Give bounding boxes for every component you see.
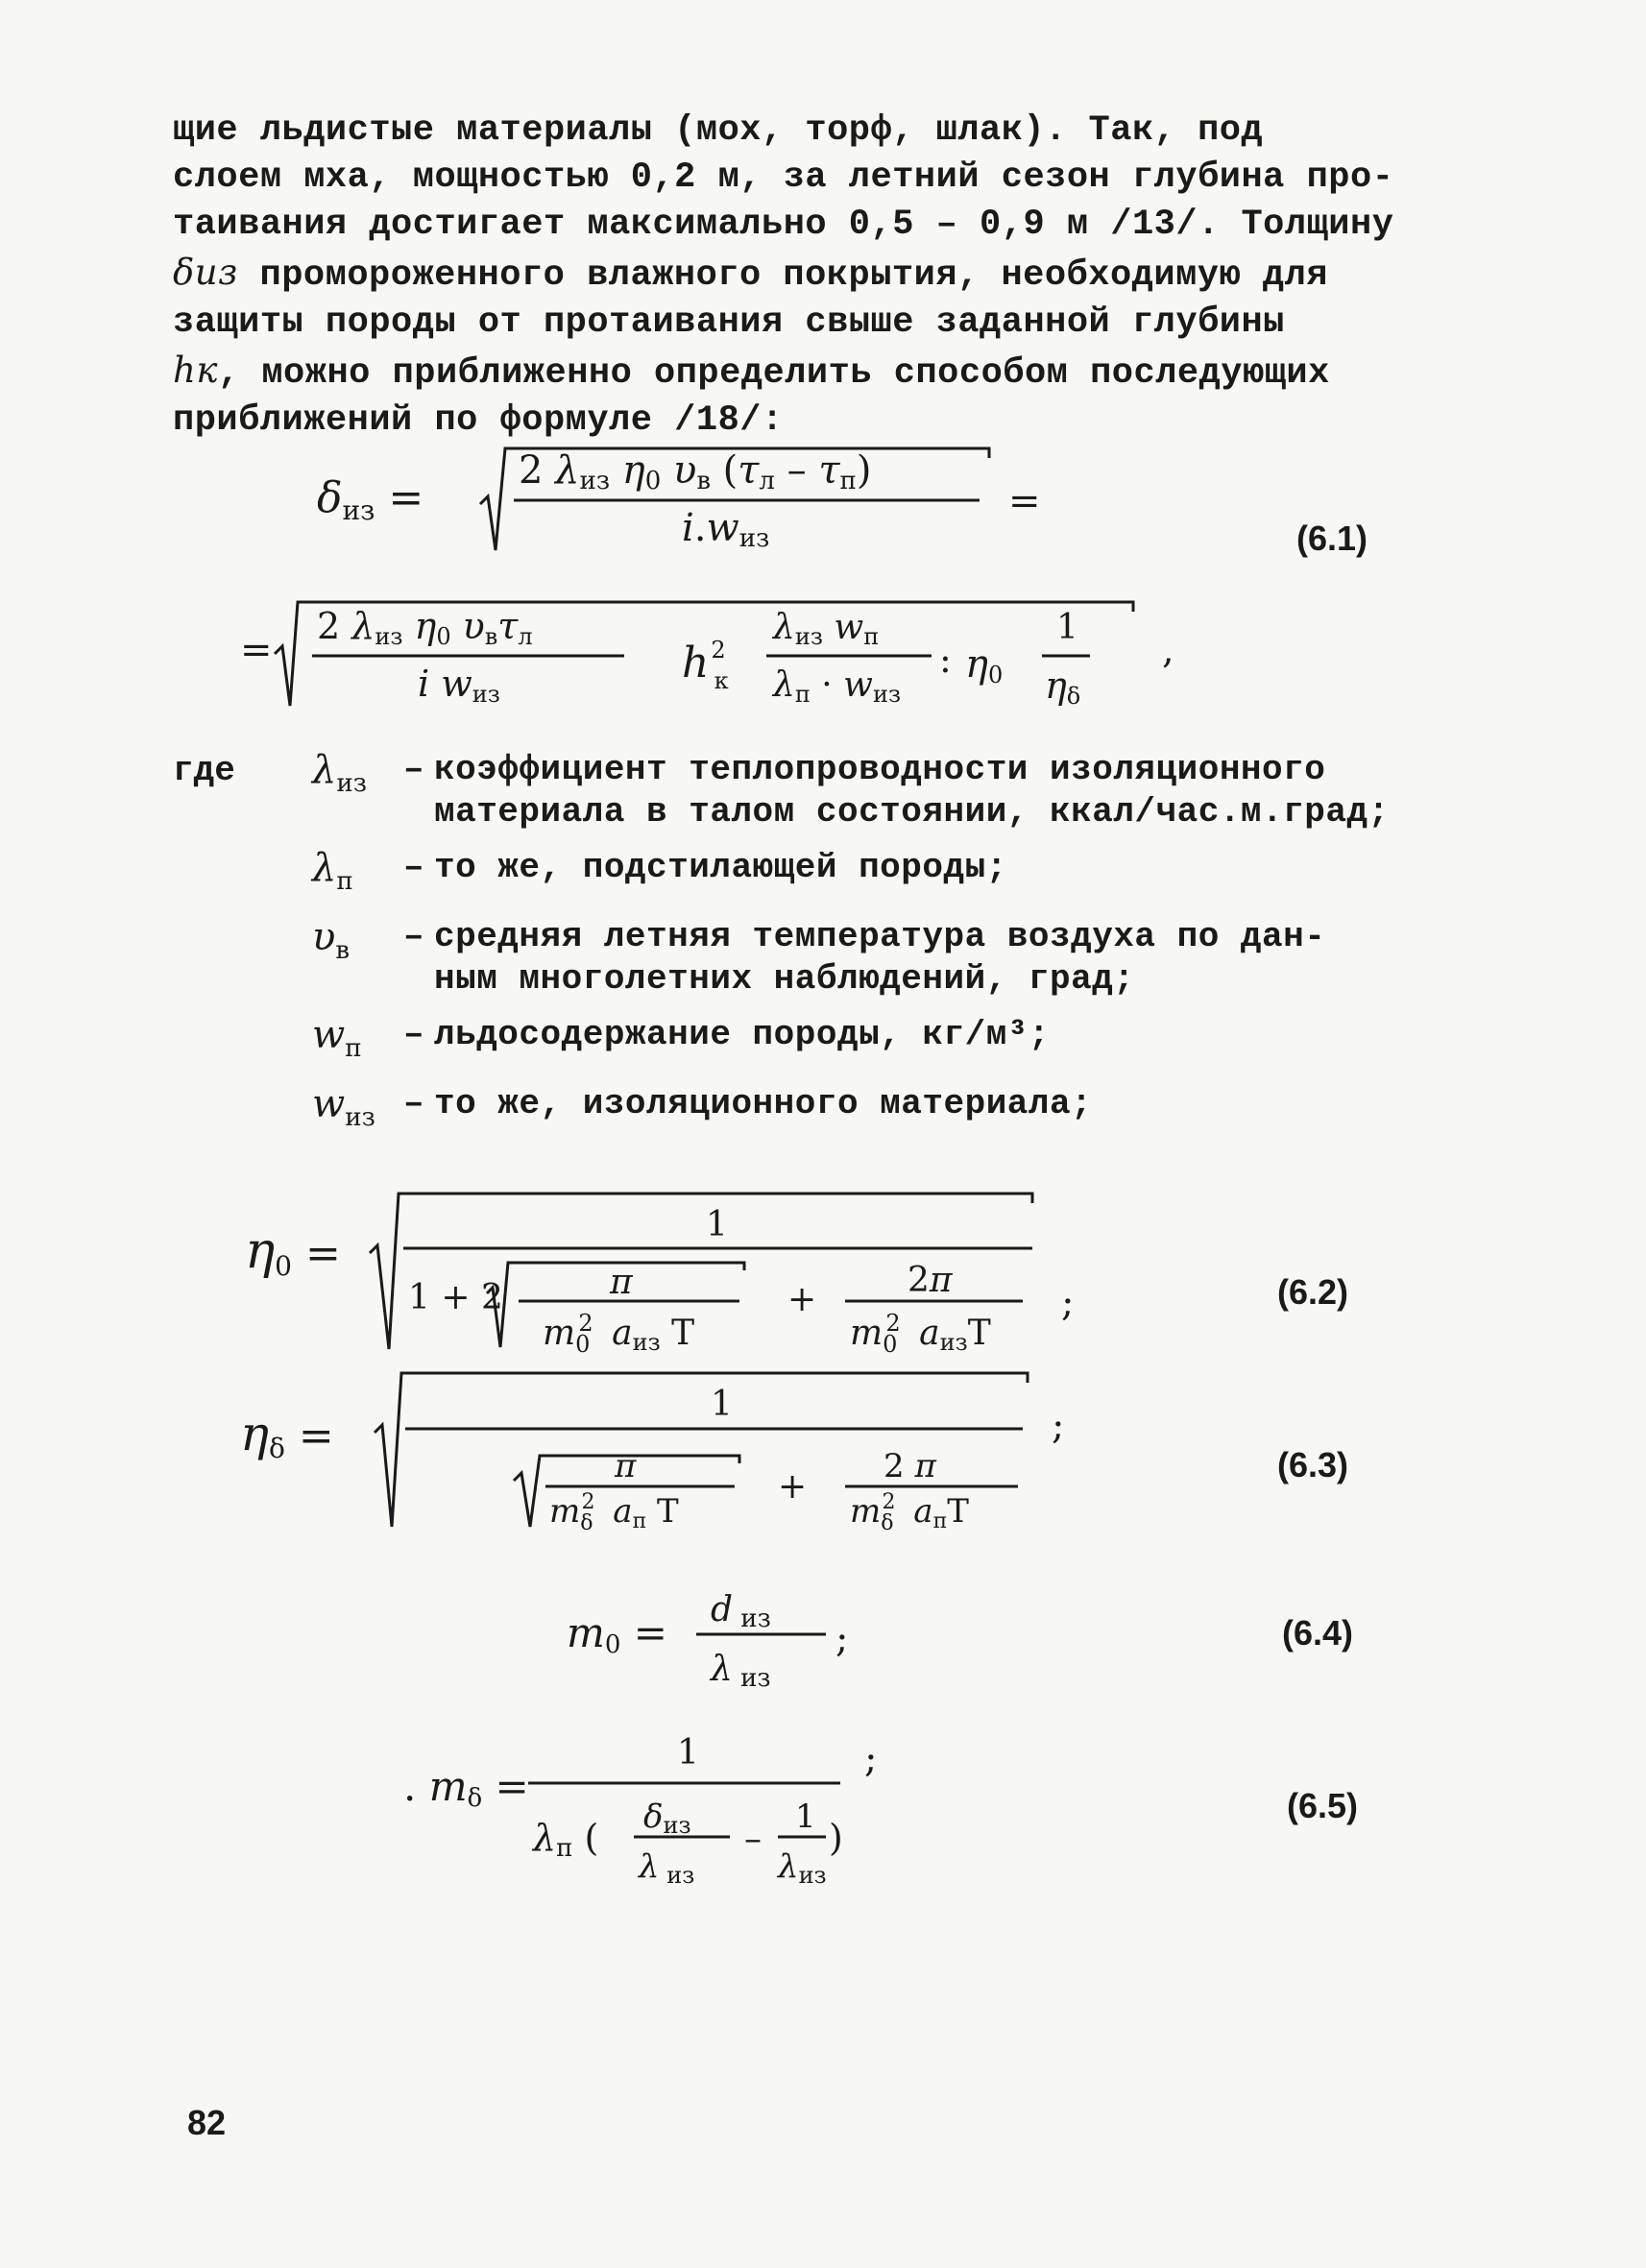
definition-item: $\lambda_{из}$ – коэффициент теплопроводности изоляционного материала в талом состоянии, ккал/час.м.град; <box>312 749 1513 833</box>
equation-number: (6.4) <box>1282 1613 1354 1653</box>
svg-text::: : <box>939 639 952 681</box>
svg-text:1: 1 <box>1056 608 1078 647</box>
svg-text:π: π <box>615 1447 637 1485</box>
text-line: hк, можно приближенно определить способом последующих <box>173 350 1330 394</box>
svg-text:;: ; <box>1061 1281 1075 1325</box>
svg-text:mδ2 aп T: $m_\delta 2$ aп T <box>549 1490 679 1535</box>
svg-text:m02 aиз T: $m_02$ aиз T <box>543 1310 695 1358</box>
svg-text:–: – <box>744 1820 762 1859</box>
definitions-list <box>312 749 1513 1152</box>
text-line: таивания достигает максимально 0,5 – 0,9 м /13/. Толщину <box>173 205 1394 245</box>
svg-text:h2к: $h^2$ к <box>682 637 729 694</box>
svg-text:;: ; <box>864 1737 878 1781</box>
svg-text:ηδ =: ηδ = <box>240 1406 334 1464</box>
definition-text: средняя летняя температура воздуха по дан- ным многолетних наблюдений, град; <box>434 917 1326 999</box>
definition-symbol: $w_п$ <box>312 1013 362 1063</box>
svg-text:δиз =: δиз = <box>317 473 424 526</box>
equation-6-4 <box>567 1575 951 1709</box>
svg-text:=: = <box>1008 479 1041 523</box>
svg-text:2π: 2π <box>908 1261 953 1300</box>
svg-text:2 π: 2 π <box>884 1447 936 1485</box>
svg-text:+: + <box>778 1467 808 1507</box>
text-line: слоем мха, мощностью 0,2 м, за летний сезон глубина про- <box>173 157 1394 198</box>
svg-text:η0: η0 <box>965 642 1004 688</box>
svg-text:1: 1 <box>711 1385 733 1424</box>
svg-text:π: π <box>610 1263 633 1302</box>
page-number: 82 <box>187 2103 227 2142</box>
definition-item: $w_{из}$ – то же, изоляционного материала; <box>312 1083 1513 1139</box>
where-label: где <box>173 751 235 790</box>
svg-text:1 + 2: 1 + 2 <box>408 1278 503 1317</box>
svg-text:λ из: λ из <box>639 1847 695 1889</box>
svg-text:m0 =: m0 = <box>567 1609 667 1659</box>
equation-number: (6.2) <box>1277 1272 1349 1312</box>
definition-text: то же, подстилающей породы; <box>434 848 1007 887</box>
definition-text: то же, изоляционного материала; <box>434 1084 1093 1123</box>
svg-text:m02 aизT: $m_02$ aизT <box>850 1310 991 1358</box>
equation-6-1-bottom <box>240 591 1191 715</box>
text-line: приближений по формуле /18/: <box>173 400 784 441</box>
definition-symbol: $\lambda_п$ <box>312 846 353 896</box>
svg-text:=: = <box>240 628 273 672</box>
equation-6-2 <box>245 1186 1109 1359</box>
definition-item: $\lambda_п$ – то же, подстилающей породы; <box>312 847 1513 903</box>
svg-text:d из: d из <box>711 1590 771 1633</box>
svg-text:2 λиз η0 υвτл: 2 λиз η0 υвτл <box>317 605 533 650</box>
text-line: δиз промороженного влажного покрытия, необходимую для <box>173 252 1328 296</box>
svg-text:;: ; <box>1052 1404 1065 1448</box>
svg-text:λиз: λиз <box>778 1847 827 1889</box>
svg-text:i wиз: i wиз <box>418 663 500 708</box>
definition-item: $w_п$ – льдосодержание породы, кг/м³; <box>312 1014 1513 1070</box>
definition-symbol: $\lambda_{из}$ <box>312 748 367 798</box>
definition-symbol: $\upsilon_в$ <box>312 915 350 965</box>
inline-symbol: hк <box>173 350 218 391</box>
svg-text:λ из: λ из <box>711 1650 771 1693</box>
svg-text:1: 1 <box>706 1205 728 1244</box>
svg-text:1: 1 <box>677 1733 699 1773</box>
text-line: защиты породы от протаивания свыше заданной глубины <box>173 302 1285 343</box>
text-line: щие льдистые материалы (мох, торф, шлак). Так, под <box>173 110 1264 151</box>
definition-text: льдосодержание породы, кг/м³; <box>434 1015 1051 1054</box>
svg-text:+: + <box>787 1280 817 1319</box>
svg-text:λп · wиз: λп · wиз <box>773 665 902 708</box>
equation-number: (6.3) <box>1277 1445 1349 1484</box>
svg-text:mδ2 aпT: $m_\delta 2$ aпT <box>850 1490 969 1535</box>
svg-text:2 λиз η0 υв (τл – τп): 2 λиз η0 υв (τл – τп) <box>519 448 872 495</box>
svg-text:1: 1 <box>795 1798 816 1836</box>
equation-number: (6.1) <box>1296 519 1368 558</box>
equation-6-1-top <box>317 437 1047 562</box>
svg-text:): ) <box>829 1817 843 1859</box>
svg-text:ηδ: ηδ <box>1045 664 1081 710</box>
svg-text:λп (: λп ( <box>533 1817 599 1863</box>
equation-number: (6.5) <box>1287 1786 1359 1825</box>
intro-paragraph <box>173 108 1498 445</box>
inline-symbol: δиз <box>173 252 238 293</box>
definition-text: коэффициент теплопроводности изоляционного материала в талом состоянии, ккал/час.м.град; <box>434 750 1390 832</box>
svg-text:;: ; <box>835 1617 849 1661</box>
svg-text:i.wиз: i.wиз <box>682 506 770 553</box>
svg-text:,: , <box>1162 628 1174 672</box>
definition-symbol: $w_{из}$ <box>312 1082 375 1132</box>
svg-text:λиз wп: λиз wп <box>773 608 880 650</box>
svg-text:. mδ =: . mδ = <box>403 1763 529 1813</box>
definition-item: $\upsilon_в$ – средняя летняя температура воздуха по дан- ным многолетних наблюдений, град; <box>312 916 1513 1001</box>
svg-text:δиз: δиз <box>643 1798 691 1839</box>
equation-6-5 <box>403 1724 941 1896</box>
svg-text:η0 =: η0 = <box>245 1222 341 1282</box>
equation-6-3 <box>240 1363 1104 1536</box>
